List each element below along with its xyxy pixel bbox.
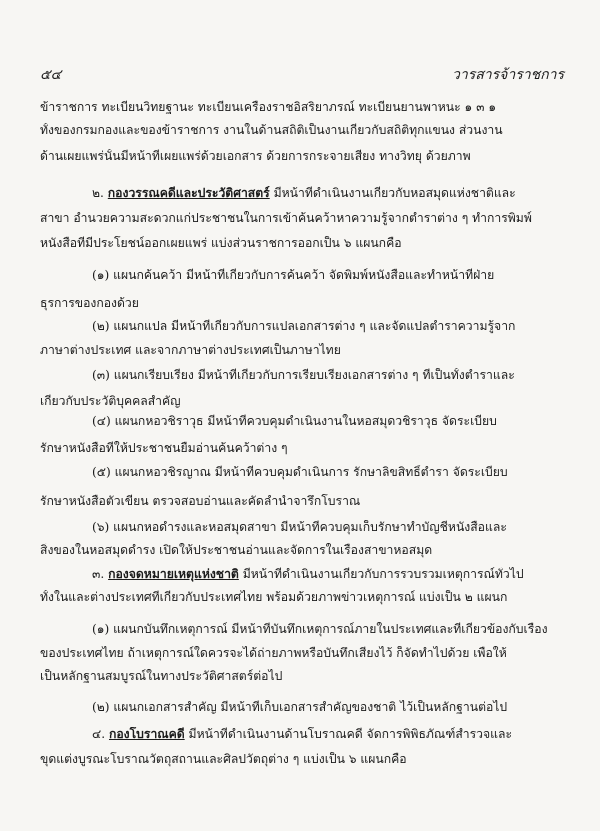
- text-line: (๑) แผนกบันทึกเหตุการณ์ มีหน้าที่บันทึกเหตุการณ์ภายในประเทศและที่เกี่ยวข้องกับเรื่อง: [92, 622, 548, 636]
- text-line: สิ่งของในหอสมุดดำรง เปิดให้ประชาชนอ่านและจัดการในเรื่องสาขาหอสมุด: [40, 543, 433, 557]
- text-line: สาขา อำนวยความสะดวกแก่ประชาชนในการเข้าค้นคว้าหาความรู้จากตำราต่าง ๆ ทำการพิมพ์: [40, 211, 532, 225]
- text-line: [92, 567, 566, 582]
- page-number: ๕๔: [40, 67, 62, 83]
- section-text: มีหน้าที่ดำเนินงานเกี่ยวกับการรวบรวมเหตุการณ์ทั่วไป: [238, 567, 524, 581]
- text-line: (๖) แผนกหอดำรงและหอสมุดสาขา มีหน้าที่ควบคุมเก็บรักษาทำบัญชีหนังสือและ: [92, 520, 507, 534]
- text-line: (๕) แผนกหอวชิรญาณ มีหน้าที่ควบคุมดำเนินการ รักษาลิขสิทธิ์ตำรา จัดระเบียบ: [92, 465, 508, 479]
- text-line: ทั้งในและต่างประเทศที่เกี่ยวกับประเทศไทย พร้อมด้วยภาพข่าวเหตุการณ์ แบ่งเป็น ๒ แผนก: [40, 590, 508, 604]
- text-line: (๒) แผนกแปล มีหน้าที่เกี่ยวกับการแปลเอกสารต่าง ๆ และจัดแปลตำราความรู้จาก: [92, 319, 516, 333]
- section-heading: กองโบราณคดี: [108, 727, 185, 741]
- section-number: ๓.: [92, 567, 109, 581]
- text-line: ภาษาต่างประเทศ และจากภาษาต่างประเทศเป็นภาษาไทย: [40, 343, 341, 357]
- section-text: มีหน้าที่ดำเนินงานด้านโบราณคดี จัดการพิพิธภัณฑ์สำรวจและ: [184, 727, 513, 741]
- text-line: [92, 186, 566, 201]
- text-line: [92, 727, 566, 742]
- text-line: ทั้งของกรมกองและของข้าราชการ งานในด้านสถิติเป็นงานเกี่ยวกับสถิติทุกแขนง ส่วนงาน: [40, 123, 503, 137]
- section-number: ๔.: [92, 727, 109, 741]
- section-text: มีหน้าที่ดำเนินงานเกี่ยวกับหอสมุดแห่งชาติและ: [269, 186, 516, 200]
- section-heading: กองวรรณคดีและประวัติศาสตร์: [107, 186, 270, 200]
- text-line: เกี่ยวกับประวัติบุคคลสำคัญ: [40, 394, 181, 408]
- text-line: ด้านเผยแพร่นั้นมีหน้าที่เผยแพร่ด้วยเอกสาร ด้วยการกระจายเสียง ทางวิทยุ ด้วยภาพ: [40, 149, 471, 163]
- section-number: ๒.: [92, 186, 108, 200]
- text-line: (๓) แผนกเรียบเรียง มีหน้าที่เกี่ยวกับการเรียบเรียงเอกสารต่าง ๆ ที่เป็นทั้งตำราและ: [92, 368, 515, 382]
- text-line: (๔) แผนกหอวชิราวุธ มีหน้าที่ควบคุมดำเนินงานในหอสมุดวชิราวุธ จัดระเบียบ: [92, 414, 497, 428]
- journal-title: วารสารจ้าราชการ: [452, 67, 564, 83]
- text-line: (๑) แผนกค้นคว้า มีหน้าที่เกี่ยวกับการค้นคว้า จัดพิมพ์หนังสือและทำหน้าที่ฝ่าย: [92, 268, 495, 282]
- text-line: ข้าราชการ ทะเบียนวิทยฐานะ ทะเบียนเครื่องราชอิสริยาภรณ์ ทะเบียนยานพาหนะ ๑ ๓ ๑: [40, 100, 497, 114]
- text-line: ของประเทศไทย ถ้าเหตุการณ์ใดควรจะได้ถ่ายภาพหรือบันทึกเสียงไว้ ก็จัดทำไปด้วย เพื่อให้: [40, 646, 507, 660]
- text-line: ธุรการของกองด้วย: [40, 296, 139, 310]
- text-line: เป็นหลักฐานสมบูรณ์ในทางประวัติศาสตร์ต่อไป: [40, 669, 283, 683]
- text-line: รักษาหนังสือที่ให้ประชาชนยืมอ่านค้นคว้าต่าง ๆ: [40, 441, 288, 455]
- section-heading: กองจดหมายเหตุแห่งชาติ: [108, 567, 239, 581]
- text-line: ขุดแต่งบูรณะโบราณวัตถุสถานและศิลปวัตถุต่าง ๆ แบ่งเป็น ๖ แผนกคือ: [40, 752, 407, 766]
- text-line: รักษาหนังสือตัวเขียน ตรวจสอบอ่านและคัดลำนำจารึกโบราณ: [40, 494, 361, 508]
- text-line: หนังสือที่มีประโยชน์ออกเผยแพร่ แบ่งส่วนราชการออกเป็น ๖ แผนกคือ: [40, 236, 402, 250]
- text-line: (๒) แผนกเอกสารสำคัญ มีหน้าที่เก็บเอกสารสำคัญของชาติ ไว้เป็นหลักฐานต่อไป: [92, 700, 508, 714]
